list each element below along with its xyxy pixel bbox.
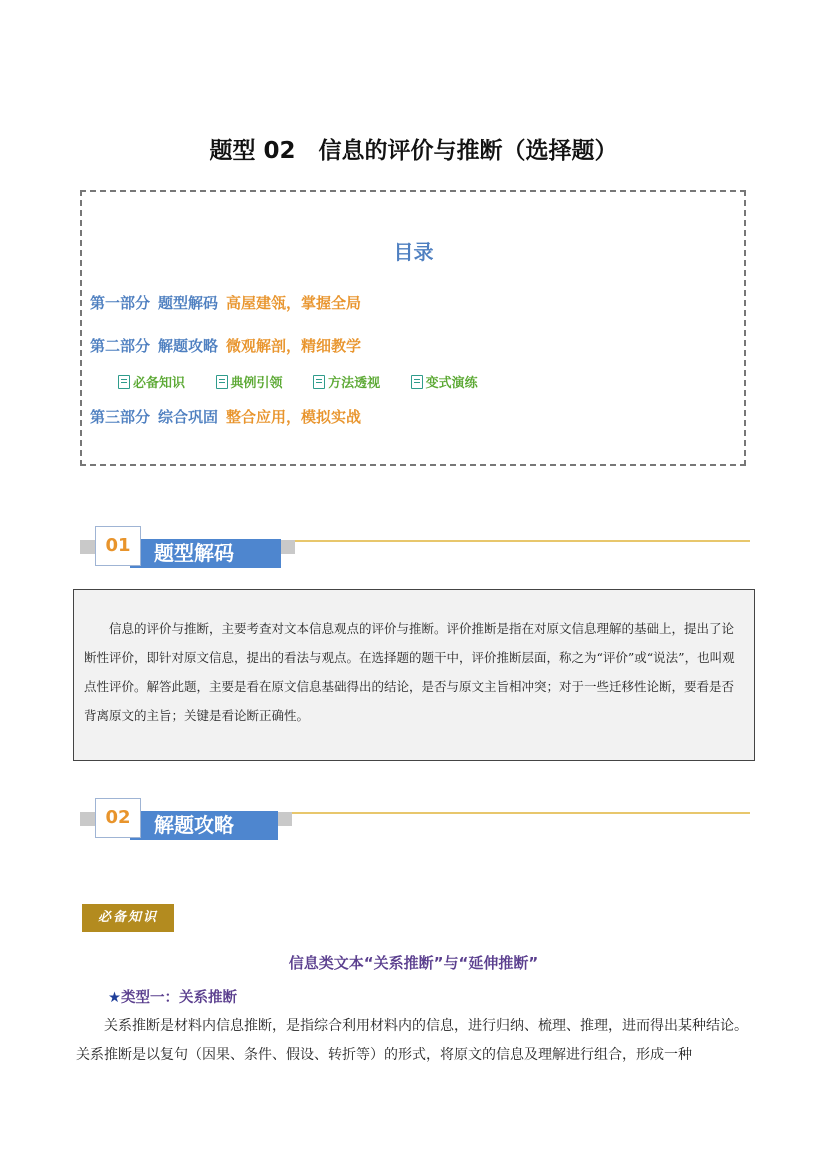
toc-sub-item-label: 必备知识: [133, 376, 186, 391]
toc-row-part1[interactable]: [90, 292, 361, 313]
toc-sub-items: [118, 372, 504, 391]
toc-sub-item[interactable]: [313, 372, 380, 391]
section-label: 题型解码: [130, 539, 281, 568]
banner-decor: [80, 812, 96, 826]
info-box: [73, 589, 755, 761]
toc-row-part2[interactable]: [90, 335, 361, 356]
toc-part-label: 第二部分: [90, 337, 151, 355]
section-number: 01: [95, 526, 141, 566]
document-icon: [313, 375, 325, 389]
page-title: 题型 02 信息的评价与推断（选择题）: [209, 138, 618, 164]
toc-part-label: 第三部分: [90, 408, 151, 426]
body-paragraph: 关系推断是材料内信息推断，是指综合利用材料内的信息，进行归纳、梳理、推理，进而得出某种结论。关系推断是以复句（因果、条件、假设、转折等）的形式，将原文的信息及理解进行组合，形成一种: [76, 1018, 748, 1063]
section-title: 信息类文本“关系推断”与“延伸推断”: [288, 954, 539, 972]
toc-row-part3[interactable]: [90, 406, 361, 427]
banner-rule: [280, 812, 750, 814]
toc-sub-item-label: 方法透视: [328, 376, 381, 391]
toc-sub-item[interactable]: [411, 372, 478, 391]
banner-decor: [278, 812, 292, 826]
toc-sub-item-label: 变式演练: [425, 376, 478, 391]
banner-rule: [280, 540, 750, 542]
type-heading: [108, 986, 237, 1007]
type-label: 类型一：关系推断: [121, 990, 237, 1006]
document-icon: [118, 375, 130, 389]
info-text: 信息的评价与推断，主要考查对文本信息观点的评价与推断。评价推断是指在对原文信息理解的基础上，提出了论断性评价，即针对原文信息，提出的看法与观点。在选择题的题干中，评价推断层面，称之为“评价”或“说法”，也叫观点性评价。解答此题，主要是看在原文信息基础得出的结论，是否与原文主旨相冲突；对于一些迁移性论断，要看是否背离原文的主旨；关键是看论断正确性。: [84, 621, 735, 723]
document-icon: [411, 375, 423, 389]
toc-part-desc: 高屋建瓴，掌握全局: [226, 294, 362, 312]
toc-part-desc: 整合应用，模拟实战: [226, 408, 362, 426]
toc-sub-item[interactable]: [216, 372, 283, 391]
banner-decor: [80, 540, 96, 554]
required-knowledge-tag: 必备知识: [82, 904, 174, 932]
toc-part-name: 题型解码: [158, 294, 219, 312]
section-banner-2: [80, 798, 750, 848]
section-number: 02: [95, 798, 141, 838]
toc-part-desc: 微观解剖，精细教学: [226, 337, 362, 355]
toc-heading: 目录: [393, 240, 434, 264]
banner-decor: [281, 540, 295, 554]
star-icon: ★: [108, 990, 121, 1006]
toc-part-name: 综合巩固: [158, 408, 219, 426]
section-label: 解题攻略: [130, 811, 278, 840]
toc-sub-item-label: 典例引领: [230, 376, 283, 391]
document-icon: [216, 375, 228, 389]
toc-part-name: 解题攻略: [158, 337, 219, 355]
toc-part-label: 第一部分: [90, 294, 151, 312]
toc-sub-item[interactable]: [118, 372, 185, 391]
section-banner-1: [80, 526, 750, 576]
